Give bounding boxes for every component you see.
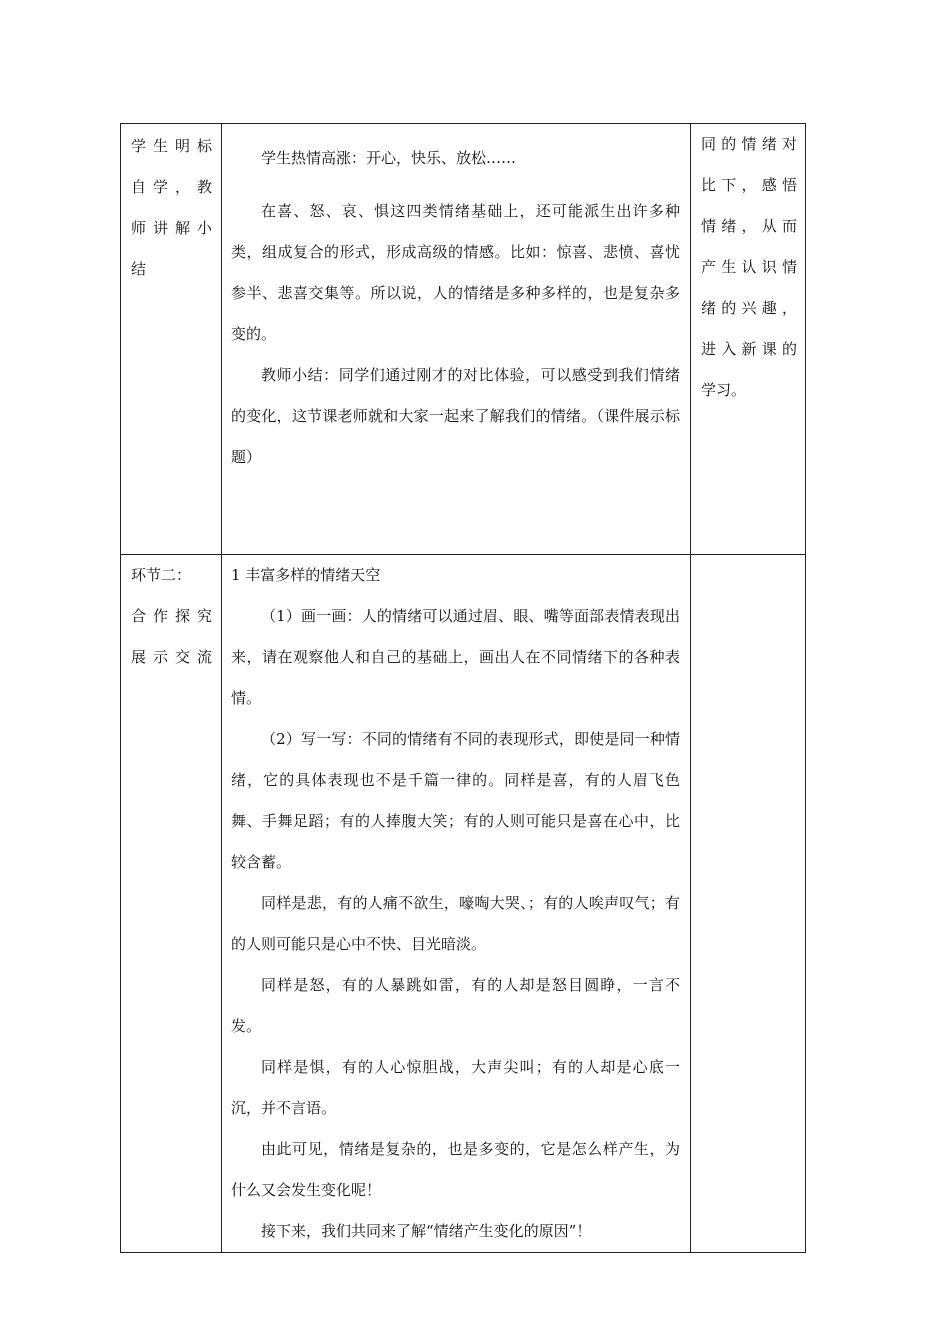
paragraph: （2）写一写：不同的情绪有不同的表现形式，即使是同一种情绪，它的具体表现也不是千篇一律的。同样是喜，有的人眉飞色舞、手舞足蹈；有的人捧腹大笑；有的人则可能只是喜在心中，比较含蓄。 (231, 730, 680, 871)
paragraph: 在喜、怒、哀、惧这四类情绪基础上，还可能派生出许多种类，组成复合的形式，形成高级的情感。比如：惊喜、悲愤、喜忧参半、悲喜交集等。所以说，人的情绪是多种多样的，也是复杂多变的。 (231, 202, 680, 343)
paragraph: 接下来，我们共同来了解“情绪产生变化的原因”！ (261, 1222, 592, 1240)
content-cell (222, 124, 691, 555)
purpose-cell (691, 555, 806, 1253)
stage-cell (121, 555, 222, 1253)
purpose-cell (691, 124, 806, 555)
table-row (121, 124, 806, 555)
stage-cell (121, 124, 222, 555)
lesson-plan-table (120, 123, 806, 1253)
paragraph: 同样是惧，有的人心惊胆战，大声尖叫；有的人却是心底一沉，并不言语。 (231, 1058, 680, 1117)
paragraph: （1）画一画：人的情绪可以通过眉、眼、嘴等面部表情表现出来，请在观察他人和自己的基础上，画出人在不同情绪下的各种表情。 (231, 607, 680, 707)
stage-label: 学生明标 自学，教 师讲解小 结 (131, 137, 212, 278)
table-row (121, 555, 806, 1253)
paragraph: 同样是悲，有的人痛不欲生，嚎啕大哭、；有的人唉声叹气；有的人则可能只是心中不快、目光暗淡。 (231, 894, 680, 953)
paragraph: 教师小结：同学们通过刚才的对比体验，可以感受到我们情绪的变化，这节课老师就和大家一起来了解我们的情绪。（课件展示标题） (231, 366, 680, 466)
paragraph: 由此可见，情绪是复杂的，也是多变的，它是怎么样产生，为什么又会发生变化呢！ (231, 1140, 680, 1199)
content-text (222, 555, 690, 1252)
section-heading: 1 丰富多样的情绪天空 (231, 566, 381, 584)
stage-label: 环节二： 合作探究 展示交流 (131, 566, 212, 666)
paragraph: 同样是怒，有的人暴跳如雷，有的人却是怒目圆睁，一言不发。 (231, 976, 680, 1035)
content-text (222, 124, 690, 478)
purpose-text: 同的情绪对 比下，感悟 情绪，从而 产生认识情 绪的兴趣， 进入新课的 学习。 (701, 135, 797, 399)
paragraph: 学生热情高涨：开心，快乐、放松…… (261, 149, 517, 167)
content-cell (222, 555, 691, 1253)
